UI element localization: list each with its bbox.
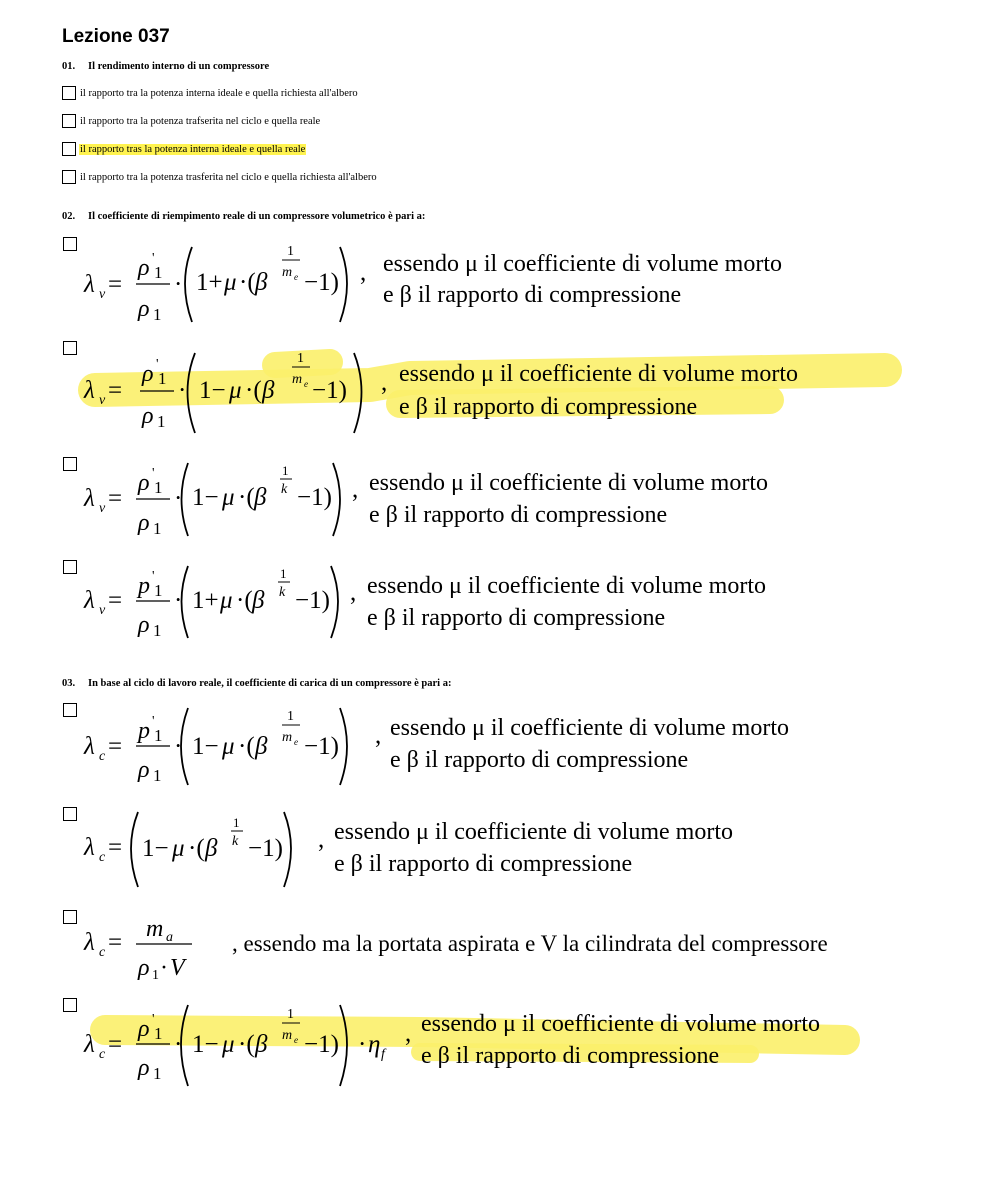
svg-text:1+: 1+ <box>192 587 219 614</box>
svg-text:ρ: ρ <box>142 403 154 429</box>
question-number: 03. <box>62 678 76 689</box>
svg-text:μ: μ <box>222 733 235 760</box>
svg-text:μ: μ <box>222 1031 235 1058</box>
svg-text:η: η <box>368 1031 381 1058</box>
svg-text:·: · <box>174 587 183 614</box>
svg-text:1: 1 <box>282 463 289 478</box>
svg-text:1: 1 <box>158 369 167 388</box>
svg-text:1−: 1− <box>192 1031 219 1058</box>
question-text: Il rendimento interno di un compressore <box>88 61 270 72</box>
q3-option-4-desc-2: e β il rapporto di compressione <box>421 1043 720 1069</box>
svg-text:e: e <box>294 1035 298 1045</box>
svg-text:': ' <box>152 251 155 266</box>
svg-text:m: m <box>146 916 164 942</box>
svg-text:,: , <box>350 579 357 606</box>
svg-text:·: · <box>358 1031 367 1058</box>
q3-option-2-desc-1: essendo μ il coefficiente di volume morto <box>334 819 733 845</box>
svg-text:p: p <box>138 718 150 744</box>
svg-text:1: 1 <box>287 709 294 724</box>
svg-text:p: p <box>138 573 150 599</box>
svg-text:1−: 1− <box>199 377 226 404</box>
svg-text:−1): −1) <box>295 587 330 614</box>
svg-text:f: f <box>381 1047 385 1062</box>
svg-text:β: β <box>255 269 268 296</box>
svg-text:': ' <box>152 466 155 481</box>
svg-text:·: · <box>174 485 183 512</box>
svg-text:ρ: ρ <box>138 255 150 281</box>
svg-text:·(: ·( <box>238 733 255 760</box>
svg-text:1: 1 <box>157 412 166 431</box>
q2-option-1-desc-1: essendo μ il coefficiente di volume morto <box>383 251 782 277</box>
svg-text:β: β <box>262 377 275 404</box>
svg-text:β: β <box>255 733 268 760</box>
svg-text:1−: 1− <box>192 484 219 511</box>
svg-text:μ: μ <box>172 835 185 862</box>
svg-text:1: 1 <box>154 263 163 282</box>
svg-text:1−: 1− <box>142 835 169 862</box>
svg-text:c: c <box>99 850 106 865</box>
svg-text:m: m <box>282 730 293 745</box>
q3-option-3-desc-1: , essendo ma la portata aspirata e V la cilindrata del compressore <box>232 931 828 956</box>
option-label: il rapporto tra la potenza interna ideale e quella richiesta all'albero <box>80 87 358 99</box>
svg-text:ρ: ρ <box>138 510 150 536</box>
q3-option-1-formula <box>83 708 381 785</box>
svg-text:1: 1 <box>233 815 240 830</box>
svg-text:c: c <box>99 945 106 960</box>
svg-text:λ: λ <box>84 834 95 861</box>
svg-text:μ: μ <box>224 269 237 296</box>
svg-text:v: v <box>99 501 106 516</box>
option-label-highlighted: il rapporto tras la potenza interna ideale e quella reale <box>80 143 306 155</box>
svg-text:,: , <box>375 722 382 749</box>
q2-option-2-desc-1: essendo μ il coefficiente di volume morto <box>399 361 798 387</box>
svg-text:1: 1 <box>153 519 162 538</box>
svg-text:ρ: ρ <box>138 296 150 322</box>
svg-text:λ: λ <box>84 1031 95 1058</box>
question-text: Il coefficiente di riempimento reale di un compressore volumetrico è pari a: <box>88 211 426 222</box>
svg-text:V: V <box>170 955 185 981</box>
svg-text:,: , <box>318 826 325 853</box>
svg-text:·(: ·( <box>245 377 262 404</box>
svg-text:=: = <box>108 1031 123 1058</box>
q2-option-4-desc-2: e β il rapporto di compressione <box>367 605 666 631</box>
svg-text:μ: μ <box>222 484 235 511</box>
svg-text:λ: λ <box>84 929 95 956</box>
svg-text:ρ: ρ <box>142 361 154 387</box>
svg-text:k: k <box>279 585 286 600</box>
q2-option-4-desc-1: essendo μ il coefficiente di volume morto <box>367 573 766 599</box>
svg-text:·: · <box>174 1031 183 1058</box>
svg-text:1: 1 <box>153 305 162 324</box>
svg-text:λ: λ <box>84 377 95 404</box>
svg-text:1: 1 <box>154 478 163 497</box>
svg-text:−1): −1) <box>248 835 283 862</box>
svg-text:c: c <box>99 749 106 764</box>
svg-text:λ: λ <box>84 587 95 614</box>
svg-text:1: 1 <box>152 968 159 983</box>
svg-text:m: m <box>282 1028 293 1043</box>
svg-text:v: v <box>99 603 106 618</box>
svg-text:1: 1 <box>153 766 162 785</box>
svg-text:=: = <box>108 485 123 512</box>
svg-text:,: , <box>352 476 359 503</box>
q3-option-3-formula <box>83 916 192 983</box>
svg-text:,: , <box>381 369 388 396</box>
svg-text:': ' <box>152 714 155 729</box>
svg-text:k: k <box>281 482 288 497</box>
svg-text:−1): −1) <box>304 269 339 296</box>
svg-text:=: = <box>108 271 123 298</box>
q3-option-1-desc-2: e β il rapporto di compressione <box>390 747 689 773</box>
page-title: Lezione 037 <box>62 26 170 47</box>
svg-text:λ: λ <box>84 733 95 760</box>
svg-text:1: 1 <box>154 1024 163 1043</box>
svg-text:μ: μ <box>229 377 242 404</box>
svg-text:β: β <box>252 587 265 614</box>
svg-text:1: 1 <box>287 1007 294 1022</box>
svg-text:·: · <box>174 271 183 298</box>
svg-text:ρ: ρ <box>138 955 150 981</box>
svg-text:1: 1 <box>153 621 162 640</box>
svg-text:·(: ·( <box>188 835 205 862</box>
svg-text:−1): −1) <box>297 484 332 511</box>
svg-text:': ' <box>152 569 155 584</box>
svg-text:=: = <box>108 733 123 760</box>
option-label: il rapporto tra la potenza trafserita nel ciclo e quella reale <box>80 115 321 127</box>
svg-text:1+: 1+ <box>196 269 223 296</box>
q3-option-2-desc-2: e β il rapporto di compressione <box>334 851 633 877</box>
svg-text:·: · <box>178 377 187 404</box>
question-number: 02. <box>62 211 76 222</box>
svg-text:,: , <box>405 1020 412 1047</box>
q2-option-2-desc-2: e β il rapporto di compressione <box>399 394 698 420</box>
svg-text:·(: ·( <box>236 587 253 614</box>
svg-text:': ' <box>156 357 159 372</box>
svg-text:1: 1 <box>154 726 163 745</box>
svg-text:c: c <box>99 1047 106 1062</box>
svg-text:β: β <box>255 1031 268 1058</box>
option-label: il rapporto tra la potenza trasferita nel ciclo e quella richiesta all'albero <box>80 171 377 183</box>
svg-text:e: e <box>294 272 298 282</box>
svg-text:·(: ·( <box>239 269 256 296</box>
svg-text:·: · <box>160 955 168 981</box>
svg-text:−1): −1) <box>304 1031 339 1058</box>
q2-option-4-formula <box>83 566 356 640</box>
svg-text:λ: λ <box>84 271 95 298</box>
svg-text:·(: ·( <box>238 484 255 511</box>
svg-text:1: 1 <box>287 244 294 259</box>
svg-text:v: v <box>99 287 106 302</box>
svg-text:1−: 1− <box>192 733 219 760</box>
svg-text:−1): −1) <box>312 377 347 404</box>
q2-option-1-formula <box>83 244 366 324</box>
svg-text:λ: λ <box>84 485 95 512</box>
svg-text:a: a <box>166 930 173 945</box>
svg-text:·(: ·( <box>238 1031 255 1058</box>
svg-text:ρ: ρ <box>138 470 150 496</box>
svg-text:ρ: ρ <box>138 757 150 783</box>
svg-text:m: m <box>292 372 303 387</box>
q3-option-2-formula <box>83 812 324 887</box>
q3-option-1-desc-1: essendo μ il coefficiente di volume morto <box>390 715 789 741</box>
q2-option-1-desc-2: e β il rapporto di compressione <box>383 282 682 308</box>
svg-text:1: 1 <box>153 1064 162 1083</box>
svg-text:ρ: ρ <box>138 1055 150 1081</box>
svg-text:v: v <box>99 393 106 408</box>
svg-text:m: m <box>282 265 293 280</box>
svg-text:k: k <box>232 834 239 849</box>
svg-text:1: 1 <box>280 566 287 581</box>
svg-text:ρ: ρ <box>138 1016 150 1042</box>
svg-text:=: = <box>108 834 123 861</box>
svg-text:β: β <box>205 835 218 862</box>
svg-text:=: = <box>108 929 123 956</box>
svg-text:,: , <box>360 259 367 286</box>
svg-text:·: · <box>174 733 183 760</box>
svg-text:e: e <box>304 379 308 389</box>
svg-text:': ' <box>152 1012 155 1027</box>
svg-text:−1): −1) <box>304 733 339 760</box>
q2-option-3-desc-2: e β il rapporto di compressione <box>369 502 668 528</box>
svg-text:μ: μ <box>220 587 233 614</box>
question-text: In base al ciclo di lavoro reale, il coefficiente di carica di un compressore è pari a: <box>88 678 452 689</box>
svg-text:1: 1 <box>297 351 304 366</box>
svg-text:1: 1 <box>154 581 163 600</box>
svg-text:ρ: ρ <box>138 612 150 638</box>
q2-option-3-desc-1: essendo μ il coefficiente di volume morto <box>369 470 768 496</box>
q3-option-4-desc-1: essendo μ il coefficiente di volume morto <box>421 1011 820 1037</box>
question-number: 01. <box>62 61 76 72</box>
svg-text:β: β <box>254 484 267 511</box>
svg-text:=: = <box>108 587 123 614</box>
svg-text:e: e <box>294 737 298 747</box>
svg-text:=: = <box>108 377 123 404</box>
q2-option-3-formula <box>83 463 358 538</box>
